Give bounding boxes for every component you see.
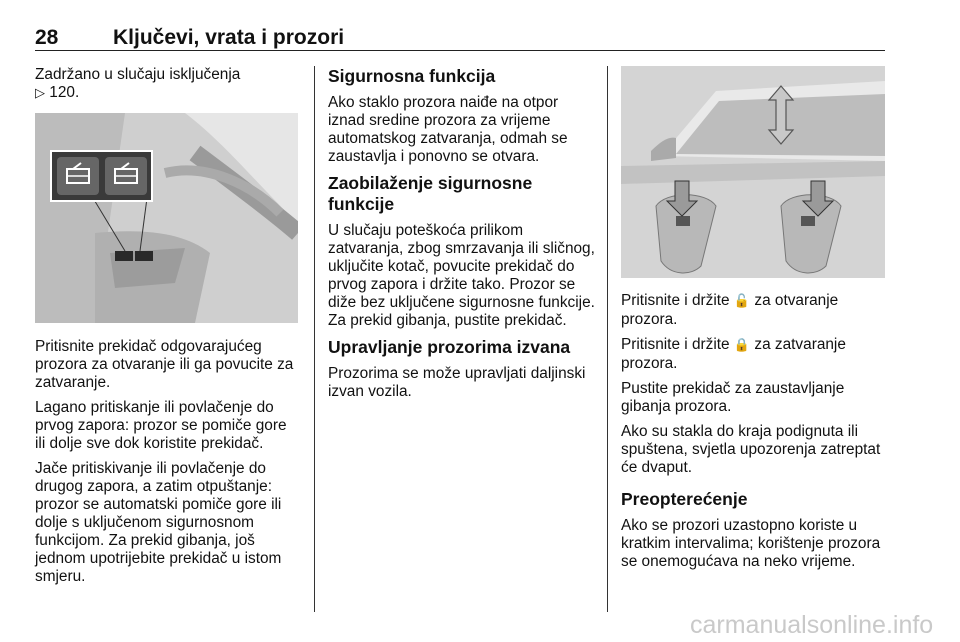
header-rule <box>35 50 885 51</box>
watermark: carmanualsonline.info <box>690 611 934 639</box>
paragraph: Pritisnite prekidač odgovarajućeg prozora za otvaranje ili ga povucite za zatvaranje. <box>35 338 294 391</box>
column-divider-1 <box>314 66 315 612</box>
paragraph: Prozorima se može upravljati daljinski izvan vozila. <box>328 365 586 400</box>
lock-icon: 🔒 <box>733 338 751 353</box>
intro-line: Zadržano u slučaju isključenja <box>35 66 241 83</box>
column-3 <box>621 292 885 578</box>
paragraph: U slučaju poteškoća prilikom zatvaranja, zbog smrzavanja ili sličnog, uključite kotač, povucite prekidač do prvog zapora i držite tako. Prozor se diže bez uključene sigurnosne funkcije. Za prekid gibanja, pustite prekidač. <box>328 222 595 329</box>
column-1-body <box>35 338 301 593</box>
section-heading: Preopterećenje <box>621 489 748 509</box>
section-heading: Sigurnosna funkcija <box>328 66 496 86</box>
paragraph: Pritisnite i držite 🔒 za zatvaranje prozora. <box>621 336 846 372</box>
intro-paragraph <box>35 66 301 103</box>
paragraph: Pustite prekidač za zaustavljanje gibanja prozora. <box>621 380 845 415</box>
paragraph: Ako staklo prozora naiđe na otpor iznad sredine prozora za vrijeme automatskog zatvaranja, odmah se zaustavlja i ponovno se otvara. <box>328 94 568 165</box>
paragraph: Ako su stakla do kraja podignuta ili spuštena, svjetla upozorenja zatreptat će dvaput. <box>621 423 881 476</box>
column-2 <box>328 66 596 408</box>
paragraph: Jače pritiskivanje ili povlačenje do drugog zapora, a zatim otpuštanje: prozor se automatski pomiče gore ili dolje s uključenom sigurnosnom funkcijom. Za prekid gibanja, još jednom upotrijebite prekidač u istom smjeru. <box>35 460 282 585</box>
paragraph: Ako se prozori uzastopno koriste u kratkim intervalima; korištenje prozora se onemogućava na neko vrijeme. <box>621 517 881 570</box>
section-heading: Zaobilaženje sigurnosne funkcije <box>328 173 533 214</box>
unlock-icon: 🔓 <box>733 294 751 309</box>
arrow-ref-icon: ▷ <box>35 86 45 101</box>
page-number: 28 <box>35 26 59 49</box>
column-divider-2 <box>607 66 608 612</box>
section-heading: Upravljanje prozorima izvana <box>328 337 571 357</box>
paragraph: Pritisnite i držite 🔓 za otvaranje prozora. <box>621 292 839 328</box>
window-switch-illustration <box>35 113 298 323</box>
column-1 <box>35 66 301 110</box>
paragraph: Lagano pritiskanje ili povlačenje do prvog zapora: prozor se pomiče gore ili dolje sve dok koristite prekidač. <box>35 399 287 452</box>
remote-window-illustration <box>621 66 885 278</box>
chapter-title: Ključevi, vrata i prozori <box>113 26 345 49</box>
page-reference-link[interactable]: 120. <box>49 84 80 101</box>
